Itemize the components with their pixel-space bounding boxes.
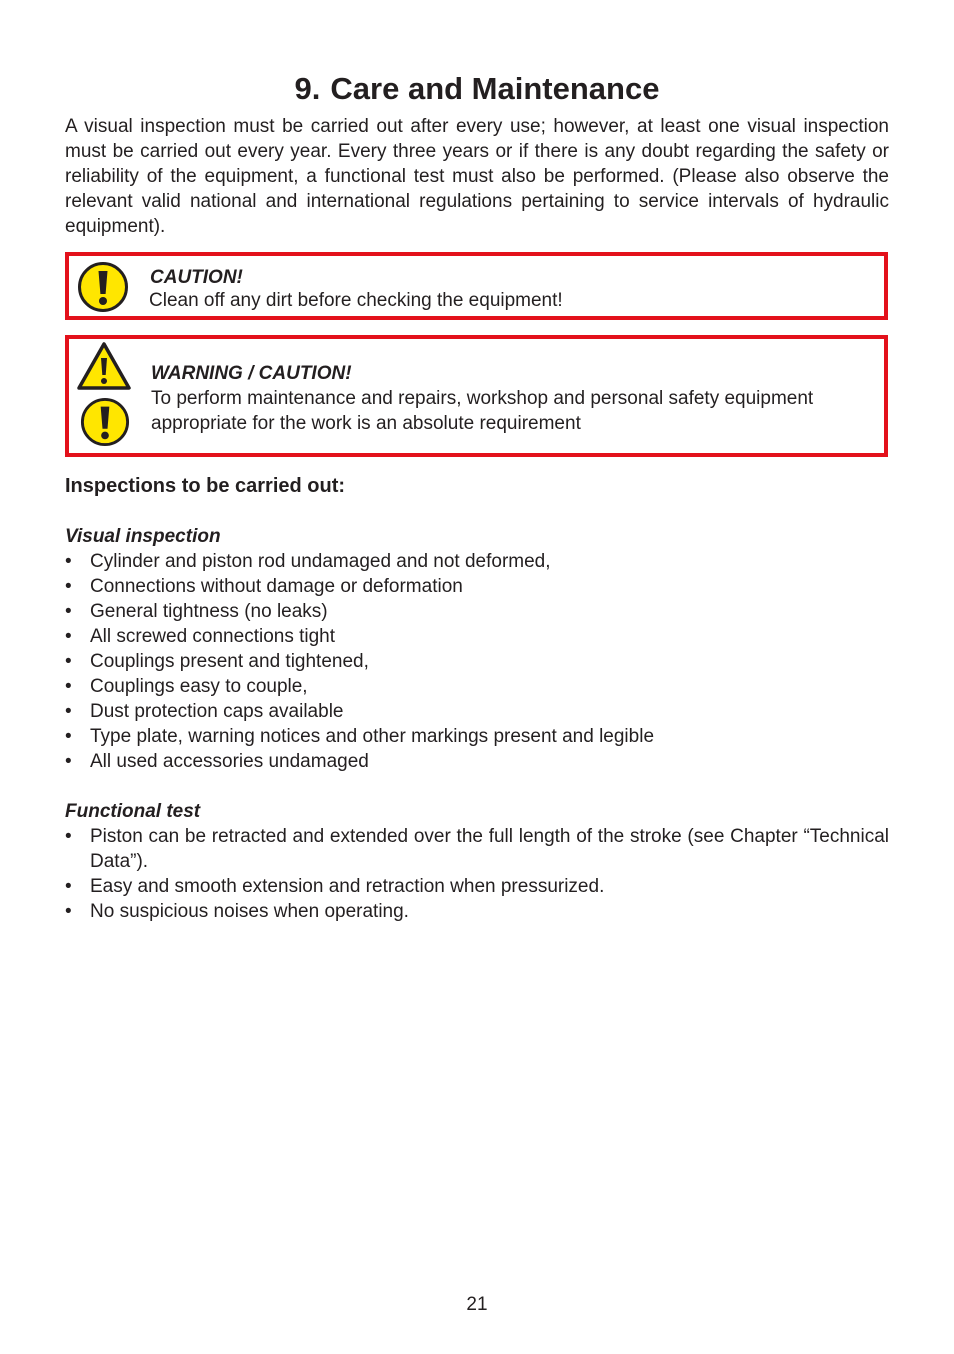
section-number: 9. xyxy=(294,71,321,106)
functional-test-list xyxy=(65,824,889,924)
bullet-icon: • xyxy=(65,876,72,897)
list-item-text: Type plate, warning notices and other markings present and legible xyxy=(90,726,655,747)
page-title xyxy=(0,70,954,108)
bullet-icon: • xyxy=(65,901,72,922)
caution-notice xyxy=(65,252,888,320)
bullet-icon: • xyxy=(65,601,72,622)
list-item xyxy=(65,574,889,599)
caution-text: Clean off any dirt before checking the equipment! xyxy=(149,290,563,311)
warning-text: To perform maintenance and repairs, workshop and personal safety equipment appropriate for the work is an absolute requirement xyxy=(151,388,814,434)
list-item xyxy=(65,674,889,699)
page-number: 21 xyxy=(466,1294,488,1315)
bullet-icon: • xyxy=(65,826,72,847)
list-item xyxy=(65,824,889,874)
list-item-text: All screwed connections tight xyxy=(90,626,336,647)
list-item xyxy=(65,549,889,574)
list-item-text: No suspicious noises when operating. xyxy=(90,901,409,922)
list-item-text: Dust protection caps available xyxy=(90,701,344,722)
list-item xyxy=(65,649,889,674)
bullet-icon: • xyxy=(65,626,72,647)
caution-title: CAUTION! xyxy=(150,267,243,288)
section-title: Care and Maintenance xyxy=(330,71,660,106)
list-item xyxy=(65,699,889,724)
list-item-text: Cylinder and piston rod undamaged and not deformed, xyxy=(90,551,551,572)
bullet-icon: • xyxy=(65,751,72,772)
list-item-text: Couplings easy to couple, xyxy=(90,676,308,697)
list-item xyxy=(65,599,889,624)
warning-triangle-icon xyxy=(76,341,132,391)
visual-inspection-list xyxy=(65,549,889,774)
warning-title: WARNING / CAUTION! xyxy=(151,363,352,384)
list-item-text: Piston can be retracted and extended over the full length of the stroke (see Chapter “Technical Data”). xyxy=(90,826,889,872)
bullet-icon: • xyxy=(65,651,72,672)
bullet-icon: • xyxy=(65,576,72,597)
functional-test-title: Functional test xyxy=(65,801,201,822)
list-item-text: Connections without damage or deformation xyxy=(90,576,463,597)
caution-exclamation-icon xyxy=(77,261,129,313)
bullet-icon: • xyxy=(65,701,72,722)
visual-inspection-title: Visual inspection xyxy=(65,526,221,547)
list-item xyxy=(65,724,889,749)
inspections-heading: Inspections to be carried out: xyxy=(65,475,346,497)
list-item xyxy=(65,874,889,899)
bullet-icon: • xyxy=(65,726,72,747)
bullet-icon: • xyxy=(65,676,72,697)
intro-paragraph: A visual inspection must be carried out after every use; however, at least one visual inspection must be carried out every year. Every three years or if there is any doubt regarding the safety or reliability of the equipment, a functional test must also be performed. (Please also observe the relevant valid national and international regulations pertaining to service intervals of hydraulic equipment). xyxy=(65,116,889,237)
list-item xyxy=(65,749,889,774)
caution-exclamation-icon xyxy=(80,397,130,447)
list-item-text: Couplings present and tightened, xyxy=(90,651,369,672)
list-item-text: All used accessories undamaged xyxy=(90,751,369,772)
warning-caution-notice xyxy=(65,335,888,457)
bullet-icon: • xyxy=(65,551,72,572)
list-item-text: General tightness (no leaks) xyxy=(90,601,328,622)
list-item xyxy=(65,899,889,924)
list-item-text: Easy and smooth extension and retraction when pressurized. xyxy=(90,876,605,897)
list-item xyxy=(65,624,889,649)
